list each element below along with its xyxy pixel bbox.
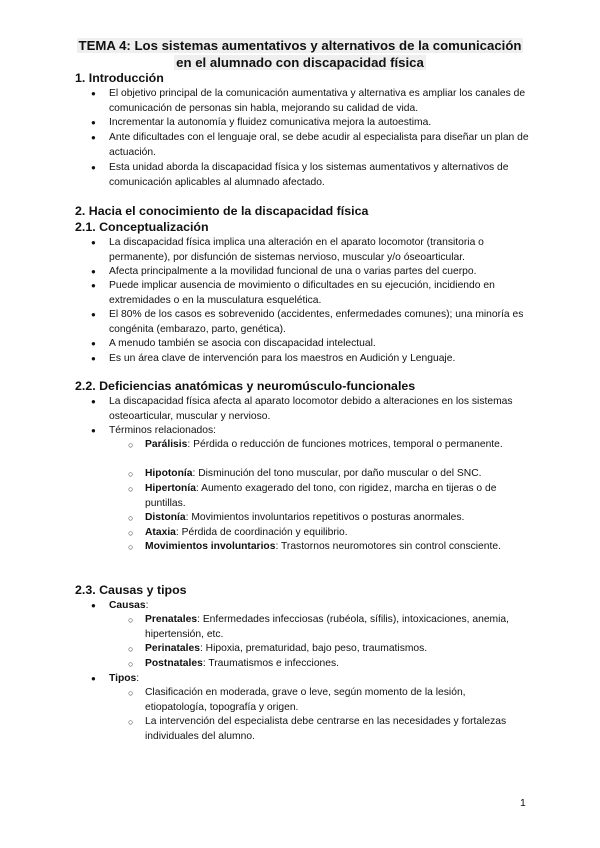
title-line-1: TEMA 4: Los sistemas aumentativos y alternativos de la comunicación [78, 38, 522, 53]
title-line-2: en el alumnado con discapacidad física [176, 55, 424, 70]
term-definition: : Trastornos neuromotores sin control consciente. [275, 541, 501, 552]
term-item [145, 657, 530, 672]
list-item: ● El objetivo principal de la comunicación aumentativa y alternativa es ampliar los canales de comunicación de personas sin habla, mejorando su calidad de vida. [109, 87, 529, 116]
term-definition: : Movimientos involuntarios repetitivos o posturas anormales. [185, 512, 465, 523]
list-item: ● Incrementar la autonomía y fluidez comunicativa mejora la autoestima. [109, 116, 529, 131]
tipos-label: Tipos [109, 673, 137, 684]
list-item: ○ La intervención del especialista debe centrarse en las necesidades y fortalezas individuales del alumno. [145, 715, 530, 744]
term-item [145, 511, 530, 526]
list-item: ● La discapacidad física afecta al aparato locomotor debido a alteraciones en los sistemas osteoarticular, muscular y nervioso. [109, 395, 529, 424]
term-definition: : Aumento exagerado del tono, con rigidez, marcha en tijeras o de puntillas. [145, 483, 497, 509]
term-item [145, 482, 530, 511]
term-label: Hipertonía [145, 483, 196, 494]
term-definition: : Pérdida o reducción de funciones motrices, temporal o permanente. [187, 439, 503, 450]
term-item [145, 526, 530, 541]
section-heading-introduccion: 1. Introducción [75, 71, 164, 85]
term-item [145, 540, 530, 555]
list-item-causas: ● Causas: [109, 599, 529, 614]
page-number: 1 [520, 797, 526, 809]
term-item [145, 613, 530, 642]
subsection-heading-deficiencias: 2.2. Deficiencias anatómicas y neuromúsculo-funcionales [75, 379, 416, 393]
term-label: Hipotonía [145, 468, 193, 479]
list-item: ● El 80% de los casos es sobrevenido (accidentes, enfermedades comunes); una minoría es congénita (embarazo, parto, genética). [109, 308, 529, 337]
term-label: Postnatales [145, 658, 203, 669]
list-item: ○ Clasificación en moderada, grave o leve, según momento de la lesión, etiopatología, topografía y origen. [145, 686, 530, 715]
term-label: Movimientos involuntarios [145, 541, 276, 552]
list-item: ● Términos relacionados: [109, 424, 529, 439]
list-item: ● Es un área clave de intervención para los maestros en Audición y Lenguaje. [109, 352, 529, 367]
page-title [60, 37, 540, 71]
list-item-tipos: ● Tipos: [109, 672, 529, 687]
list-item: ● La discapacidad física implica una alteración en el aparato locomotor (transitoria o permanente), por disfunción de sistemas nervioso, muscular y/o óseoarticular. [109, 236, 529, 265]
term-label: Distonía [145, 512, 186, 523]
causas-label: Causas [109, 600, 146, 611]
term-definition: : Pérdida de coordinación y equilibrio. [175, 527, 348, 538]
term-label: Parálisis [145, 439, 188, 450]
list-item: ● A menudo también se asocia con discapacidad intelectual. [109, 337, 529, 352]
subsection-heading-causas-tipos: 2.3. Causas y tipos [75, 583, 187, 597]
term-label: Perinatales [145, 643, 200, 654]
term-item [145, 438, 530, 453]
list-item: ● Ante dificultades con el lenguaje oral, se debe acudir al especialista para diseñar un plan de actuación. [109, 131, 529, 160]
subsection-heading-conceptualizacion: 2.1. Conceptualización [75, 220, 209, 234]
section-heading-discapacidad-fisica: 2. Hacia el conocimiento de la discapacidad física [75, 204, 369, 218]
list-item: ● Afecta principalmente a la movilidad funcional de una o varias partes del cuerpo. [109, 265, 529, 280]
term-definition: : Hipoxia, prematuridad, bajo peso, traumatismos. [199, 643, 428, 654]
list-item: ● Esta unidad aborda la discapacidad física y los sistemas aumentativos y alternativos de comunicación aplicables al alumnado afectado. [109, 161, 529, 190]
term-label: Ataxia [145, 527, 176, 538]
list-item: ● Puede implicar ausencia de movimiento o dificultades en su ejecución, incidiendo en extremidades o en la musculatura esquelética. [109, 279, 529, 308]
term-label: Prenatales [145, 614, 198, 625]
term-item [145, 467, 530, 482]
term-definition: : Enfermedades infecciosas (rubéola, sífilis), intoxicaciones, anemia, hipertensión, etc. [145, 614, 510, 640]
term-item [145, 642, 530, 657]
term-definition: : Disminución del tono muscular, por daño muscular o del SNC. [192, 468, 482, 479]
term-definition: : Traumatismos e infecciones. [202, 658, 340, 669]
